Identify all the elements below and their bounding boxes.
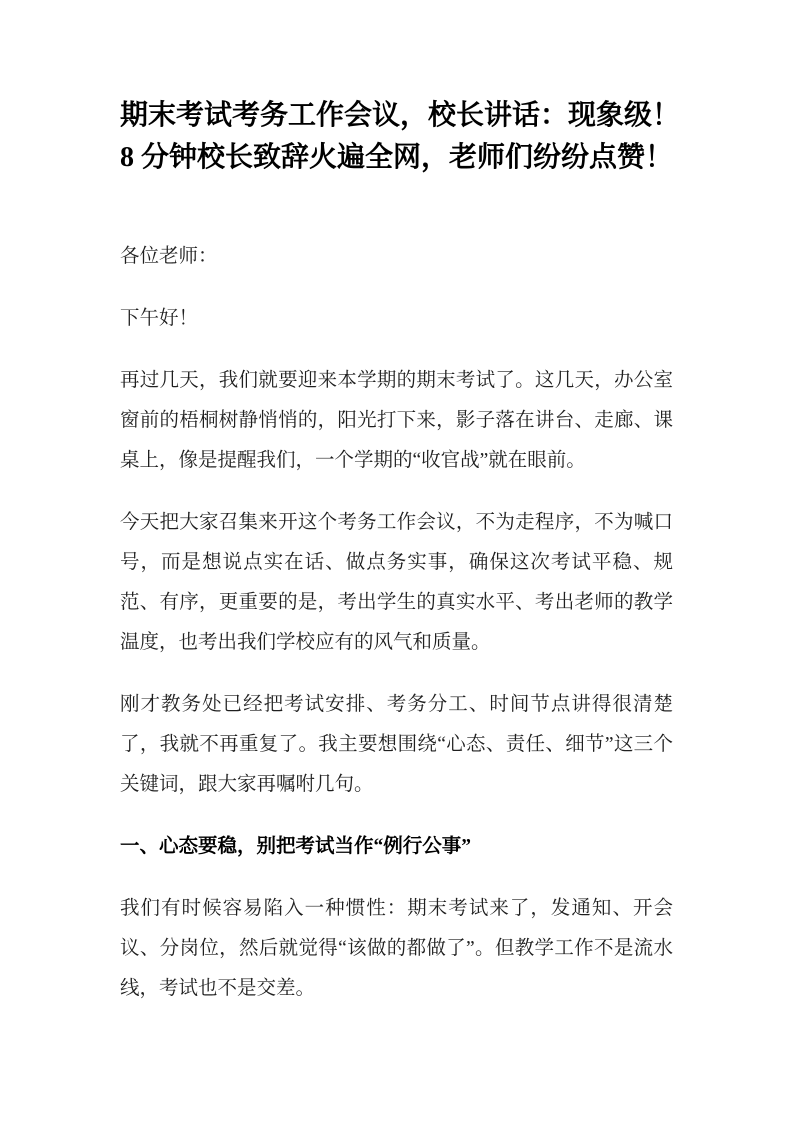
document-title-line-1: 期末考试考务工作会议，校长讲话：现象级！ [120,100,681,131]
body-paragraph-1: 再过几天，我们就要迎来本学期的期末考试了。这几天，办公室窗前的梧桐树静悄悄的，阳光打下来，影子落在讲台、走廊、课桌上，像是提醒我们，一个学期的“收官战”就在眼前。 [120,370,673,471]
body-paragraph-4: 我们有时候容易陷入一种惯性：期末考试来了，发通知、开会议、分岗位，然后就觉得“该做的都做了”。但教学工作不是流水线，考试也不是交差。 [120,898,673,999]
greeting-paragraph: 下午好！ [120,308,199,329]
section-heading-1: 一、心态要稳，别把考试当作“例行公事” [120,836,472,857]
salutation-paragraph: 各位老师： [120,246,218,267]
document-title [120,95,681,179]
document-title-line-2: 8 分钟校长致辞火遍全网，老师们纷纷点赞！ [120,142,674,173]
body-paragraph-3: 刚才教务处已经把考试安排、考务分工、时间节点讲得很清楚了，我就不再重复了。我主要想围绕“心态、责任、细节”这三个关键词，跟大家再嘱咐几句。 [120,694,673,795]
body-paragraph-2: 今天把大家召集来开这个考务工作会议，不为走程序，不为喊口号，而是想说点实在话、做点务实事，确保这次考试平稳、规范、有序，更重要的是，考出学生的真实水平、考出老师的教学温度，也考出我们学校应有的风气和质量。 [120,512,673,653]
